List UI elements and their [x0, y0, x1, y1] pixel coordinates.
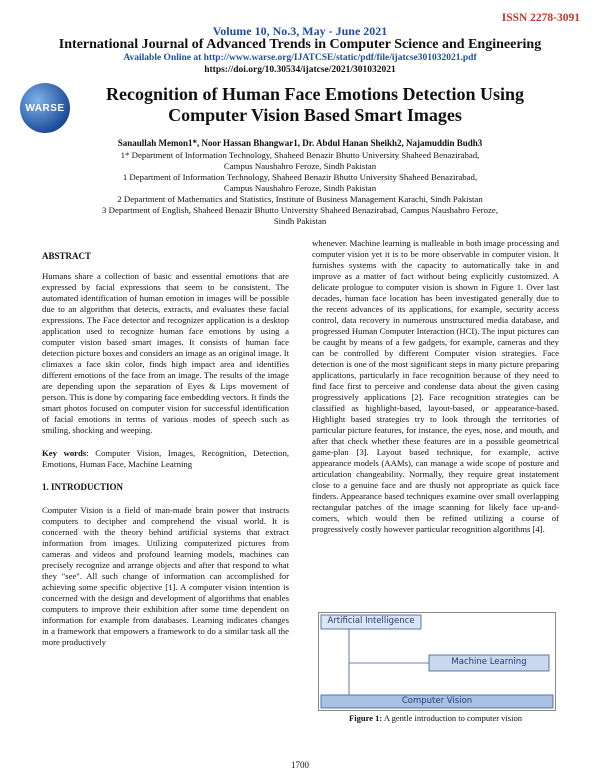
- right-column: [312, 238, 559, 535]
- ml-label: Machine Learning: [451, 657, 527, 667]
- abstract-text: Humans share a collection of basic and essential emotions that are expressed by facial expressions that seem to be consistent. The automated identification of human emotion in images will be possible due to an algorithm that detects, extracts, and evaluates these facial expressions. The Face detector and recognizer application is a desktop application used to recognize human face emotions by using a computer vision based smart images. It consists of human face detection picture boxes and considers an image as an original image. It climaxes a face skin color, finds high impact area and identifies different emotions of the face from an image. The results of the image are depending upon the separation of Eyes & Lips movement of person. This is done by comparing face embedding vectors. It finds the smart photos focused on computer vision for successful identification of facial emotions in terms of various modes of speech such as smiling, shocking and weeping.: [42, 271, 289, 435]
- abstract-heading: ABSTRACT: [42, 251, 92, 261]
- affiliation-line: Campus Naushahro Feroze, Sindh Pakistan: [223, 183, 377, 193]
- cv-label: Computer Vision: [401, 696, 473, 706]
- available-online-link[interactable]: Available Online at http://www.warse.org/IJATCSE/static/pdf/file/ijatcse301032021.pdf: [123, 53, 477, 63]
- affiliation-line: 2 Department of Mathematics and Statistics, Institute of Business Management Karachi, Sindh Pakistan: [117, 194, 483, 204]
- ai-label: Artificial Intelligence: [327, 616, 415, 626]
- affiliation-line: 1* Department of Information Technology, Shaheed Benazir Bhutto University Shaheed Benazirabad,: [120, 150, 480, 160]
- title-line-1: Recognition of Human Face Emotions Detection Using: [106, 84, 524, 104]
- affiliation-line: 3 Department of English, Shaheed Benazir Bhutto University Shaheed Benazirabad, Campus Naushahro Feroze,: [102, 205, 498, 215]
- caption-text: A gentle introduction to computer vision: [382, 713, 522, 723]
- affiliations: [40, 150, 560, 227]
- figure-1: [318, 612, 556, 711]
- keywords-text: : Computer Vision, Images, Recognition, Detection, Emotions, Human Face, Machine Learning: [42, 448, 289, 469]
- title-line-2: Computer Vision Based Smart Images: [168, 105, 462, 125]
- affiliation-line: Campus Naushahro Feroze, Sindh Pakistan: [223, 161, 377, 171]
- warse-logo: [20, 83, 70, 133]
- caption-label: Figure 1:: [349, 713, 383, 723]
- author-list: Sanaullah Memon1*, Noor Hassan Bhangwar1, Dr. Abdul Hanan Sheikh2, Najamuddin Budh3: [117, 138, 483, 148]
- affiliation-line: Sindh Pakistan: [273, 216, 327, 226]
- affiliation-line: 1 Department of Information Technology, Shaheed Benazir Bhutto University Shaheed Benazirabad,: [122, 172, 478, 182]
- page-number: 1700: [291, 760, 309, 770]
- introduction-text-left: Computer Vision is a field of man-made brain power that instructs computers to decipher and comprehend the visual world. It is concerned with the theory behind artificial systems that extract information from images. Utilizing computerized pictures from cameras and videos and profound learning models, machines can precisely recognize and arrange objects and after that respond to what they "see". All such change of information can accomplished for achieving some specific objective [1]. A computer vision intention is concerned with the design and development of algorithms that enables computers to improve their exhibition after some time dependent on information for example from databases. Learning indicates changes in a framework that empowers a framework to do a similar task all the more productively: [42, 505, 289, 647]
- logo-text: WARSE: [25, 102, 65, 114]
- introduction-text-right: whenever. Machine learning is malleable in both image processing and computer vision yet it is to be more observable in computer vision. It furnishes systems with the capacity to automatically take in and improve as a matter of fact without being explicitly customized. A delicate prologue to computer vision is shown in Figure 1. Over last decades, human face location has been investigated generally due to the recent advances of its applications, for example, security access control, data recovery in numerous unstructured media database, and progressed Human Computer Interaction (HCI). The input pictures can be caught by means of a few gadgets, for example, cameras and they can be controlled by different Computer vision strategies. Face detection is one of the most significant steps in many picture preparing applications, particularly in face recognition because of they need to find face first to perceive and condense data about the given casing progressively applications [2]. Face recognition strategies can be classified as highlight-based, layout-based, or appearance-based. Highlight based strategies try to look through the territories of particular picture features, for instance, the eyes, nose, and mouth, and after that check whether these features are in a possible geometrical game-plan [3]. Layout based technique, for example, active appearance models (AAMs), can manage a wide scope of posture and articulation changeability. Normally, they require great instatement close to a genuine face and are thusly not appropriate as quick face finders. Appearance based techniques examine over small overlapping rectangular patches of the image scanning for likely face up-and-comers, which would then be refined utilizing a course of progressively costly however particular recognition algorithms [4].: [312, 238, 559, 534]
- doi-link[interactable]: https://doi.org/10.30534/ijatcse/2021/301032021: [204, 65, 396, 75]
- paper-title: [80, 84, 550, 126]
- journal-title: International Journal of Advanced Trends in Computer Science and Engineering: [58, 37, 542, 52]
- keywords-paragraph: [42, 448, 289, 470]
- figure-caption: [312, 713, 559, 723]
- introduction-heading: 1. INTRODUCTION: [42, 482, 124, 492]
- volume-info: Volume 10, No.3, May - June 2021: [212, 24, 388, 38]
- issn-label: ISSN 2278-3091: [501, 12, 580, 24]
- keywords-label: Key words: [42, 448, 87, 458]
- left-column: [42, 251, 289, 648]
